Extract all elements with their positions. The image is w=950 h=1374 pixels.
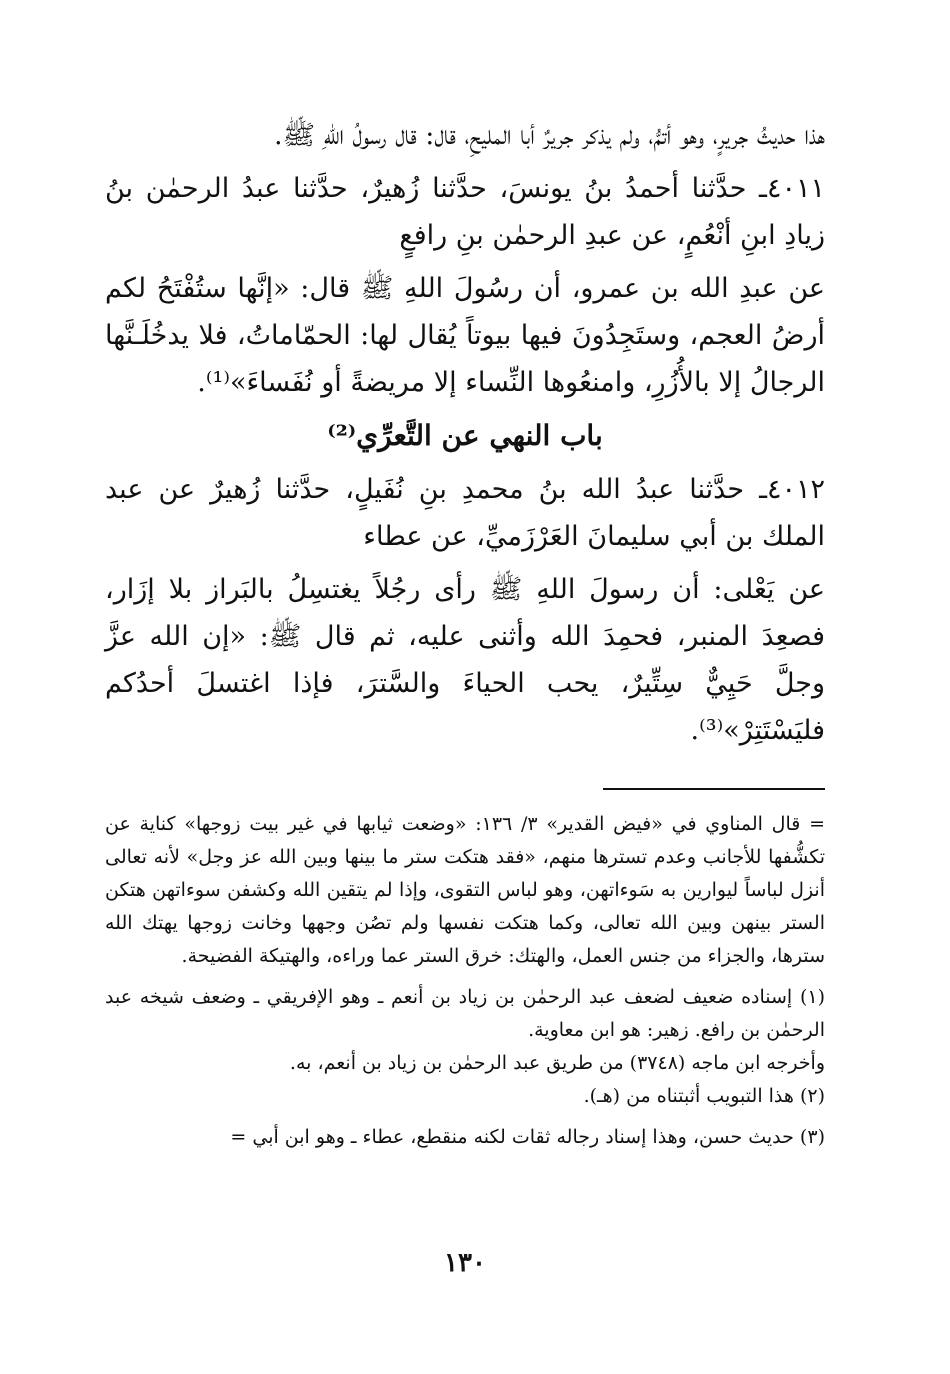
paragraph-continuation: هذا حديثُ جريرٍ، وهو أتمُّ، ولم يذكر جريرٌ أبا المليحِ، قال: قال رسولُ اللهِ ﷺ. — [273, 120, 825, 151]
main-text — [105, 112, 825, 760]
footnote-2: (٢) هذا التبويب أثبتناه من (هـ). — [583, 1085, 825, 1107]
chapter-heading: باب النهي عن التَّعرِّي⁽²⁾ — [327, 419, 603, 452]
page-number: ١٣٠ — [444, 1248, 486, 1278]
footnote-divider — [603, 788, 825, 790]
book-page — [105, 0, 825, 1374]
footnote-1: (١) إسناده ضعيف لضعف عبد الرحمٰن بن زياد بن أنعم ـ وهو الإفريقي ـ وضعف شيخه عبد الرحمٰن بن رافع. زهير: هو ابن معاوية. — [105, 986, 825, 1041]
hadith-4011-isnad: ٤٠١١ـ حدَّثنا أحمدُ بنُ يونسَ، حدَّثنا زُهيرٌ، حدَّثنا عبدُ الرحمٰن بنُ زيادِ ابنِ أنْعُمٍ، عن عبدِ الرحمٰن بنِ رافعٍ — [105, 173, 825, 251]
hadith-4012-isnad: ٤٠١٢ـ حدَّثنا عبدُ الله بنُ محمدِ بنِ نُفَيلٍ، حدَّثنا زُهيرٌ عن عبد الملك بن أبي سليمانَ العَرْزَميِّ، عن عطاء — [105, 474, 825, 552]
footnote-3: (٣) حديث حسن، وهذا إسناد رجاله ثقات لكنه منقطع، عطاء ـ وهو ابن أبي = — [230, 1126, 825, 1148]
hadith-4012-matn: عن يَعْلى: أن رسولَ اللهِ ﷺ رأى رجُلاً يغتسِلُ بالبَراز بلا إزَار، فصعِدَ المنبر، فحمِدَ الله وأثنى عليه، ثم قال ﷺ: «إن الله عزَّ وجلَّ حَيِيٌّ سِتِّيرٌ، يحب الحياءَ والسَّترَ، فإذا اغتسلَ أحدُكم فليَسْتَتِرْ»⁽³⁾. — [105, 574, 825, 746]
footnote-continuation: = قال المناوي في «فيض القدير» ٣/ ١٣٦: «وضعت ثيابها في غير بيت زوجها» كناية عن تكشُّفها للأجانب وعدم تسترها منهم، «فقد هتكت ستر ما بينها وبين الله عز وجل» لأنه تعالى أنزل لباساً ليوارين به سَوءاتهن، وهو لباس التقوى، وإذا لم يتقين الله وكشفن سوءاتهن هتكن الستر بينهن وبين الله تعالى، وكما هتكت نفسها ولم تصُن وجهها وخانت زوجها يهتك الله سترها، والجزاء من جنس العمل، والهتك: خرق الستر عما وراءه، والهتيكة الفضيحة. — [105, 813, 825, 967]
footnotes — [105, 808, 825, 1154]
footnote-1-extra: وأخرجه ابن ماجه (٣٧٤٨) من طريق عبد الرحمٰن بن زياد بن أنعم، به. — [289, 1052, 825, 1074]
hadith-4011-matn: عن عبدِ الله بن عمرو، أن رسُولَ اللهِ ﷺ قال: «إنَّها ستُفْتَحُ لكم أرضُ العجم، وستَجِدُونَ فيها بيوتاً يُقال لها: الحمّاماتُ، فلا يدخُلَـنَّها الرجالُ إلا بالأُزُرِ، وامنعُوها النِّساء إلا مريضةً أو نُفَساءَ»⁽¹⁾. — [105, 273, 825, 398]
